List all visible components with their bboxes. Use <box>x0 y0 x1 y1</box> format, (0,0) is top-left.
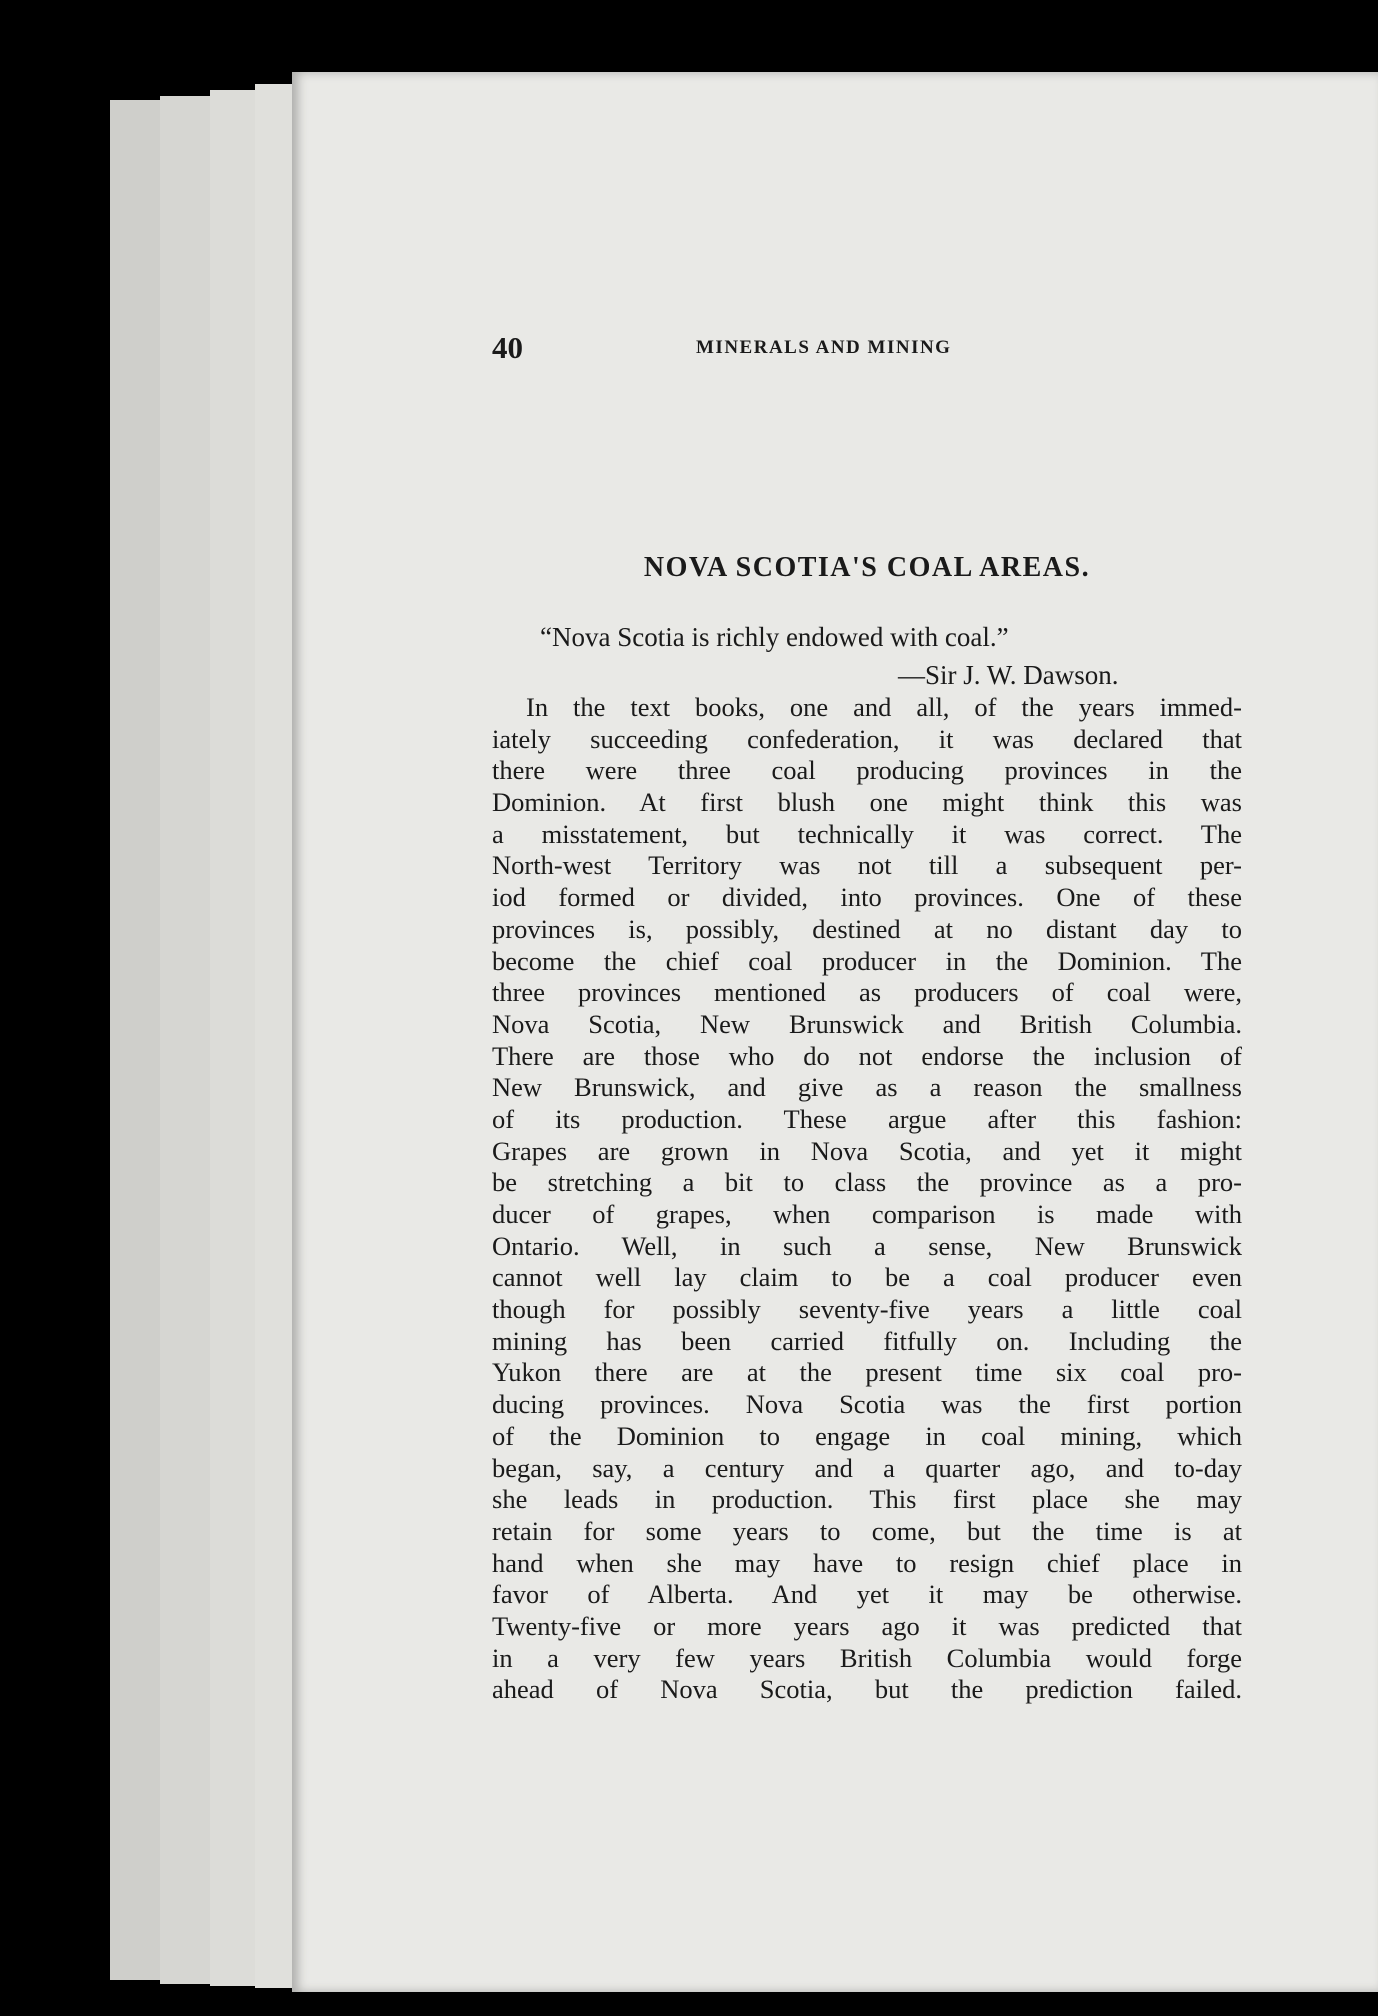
text-line: North-west Territory was not till a subsequent per- <box>492 850 1242 881</box>
page-number: 40 <box>492 330 523 365</box>
text-line: In the text books, one and all, of the years immed- <box>526 692 1242 722</box>
text-line: ducer of grapes, when comparison is made with <box>492 1199 1242 1229</box>
text-line: Dominion. At first blush one might think this was <box>492 787 1242 818</box>
text-line: began, say, a century and a quarter ago, and to-day <box>492 1452 1242 1483</box>
body-paragraph <box>492 692 1242 1706</box>
epigraph-quote: “Nova Scotia is richly endowed with coal.” <box>540 622 1009 652</box>
text-line: of the Dominion to engage in coal mining, which <box>492 1420 1242 1451</box>
text-line: New Brunswick, and give as a reason the smallness <box>492 1072 1242 1103</box>
text-line: iod formed or divided, into provinces. One of these <box>492 882 1242 913</box>
text-line: there were three coal producing provinces in the <box>492 755 1242 786</box>
text-line: favor of Alberta. And yet it may be otherwise. <box>492 1579 1242 1610</box>
text-line: of its production. These argue after this fashion: <box>492 1103 1242 1134</box>
text-line: in a very few years British Columbia would forge <box>492 1642 1242 1673</box>
text-line: cannot well lay claim to be a coal producer even <box>492 1262 1242 1293</box>
text-line: Yukon there are at the present time six coal pro- <box>492 1357 1242 1388</box>
text-line: though for possibly seventy-five years a little coal <box>492 1294 1242 1325</box>
chapter-title: NOVA SCOTIA'S COAL AREAS. <box>643 552 1091 583</box>
text-line: mining has been carried fitfully on. Including the <box>492 1325 1242 1356</box>
text-line: provinces is, possibly, destined at no distant day to <box>492 913 1242 944</box>
text-line: she leads in production. This first place she may <box>492 1484 1242 1515</box>
text-line: iately succeeding confederation, it was declared that <box>492 723 1242 754</box>
text-line: hand when she may have to resign chief place in <box>492 1547 1242 1578</box>
running-title: MINERALS AND MINING <box>696 337 952 358</box>
running-head <box>492 330 1052 370</box>
text-line: ahead of Nova Scotia, but the prediction failed. <box>492 1674 1242 1705</box>
text-line: Grapes are grown in Nova Scotia, and yet it might <box>492 1135 1242 1166</box>
text-line: retain for some years to come, but the time is at <box>492 1515 1242 1546</box>
epigraph-attribution: —Sir J. W. Dawson. <box>898 660 1119 690</box>
text-line: a misstatement, but technically it was correct. The <box>492 818 1242 849</box>
text-line: ducing provinces. Nova Scotia was the first portion <box>492 1389 1242 1420</box>
text-line: be stretching a bit to class the province as a pro- <box>492 1167 1242 1198</box>
text-line: Ontario. Well, in such a sense, New Brunswick <box>492 1230 1242 1261</box>
text-line: Twenty-five or more years ago it was predicted that <box>492 1610 1242 1641</box>
text-line: become the chief coal producer in the Dominion. The <box>492 945 1242 976</box>
text-line: three provinces mentioned as producers of coal were, <box>492 977 1242 1008</box>
text-line: There are those who do not endorse the inclusion of <box>492 1040 1242 1071</box>
text-line: Nova Scotia, New Brunswick and British Columbia. <box>492 1008 1242 1039</box>
